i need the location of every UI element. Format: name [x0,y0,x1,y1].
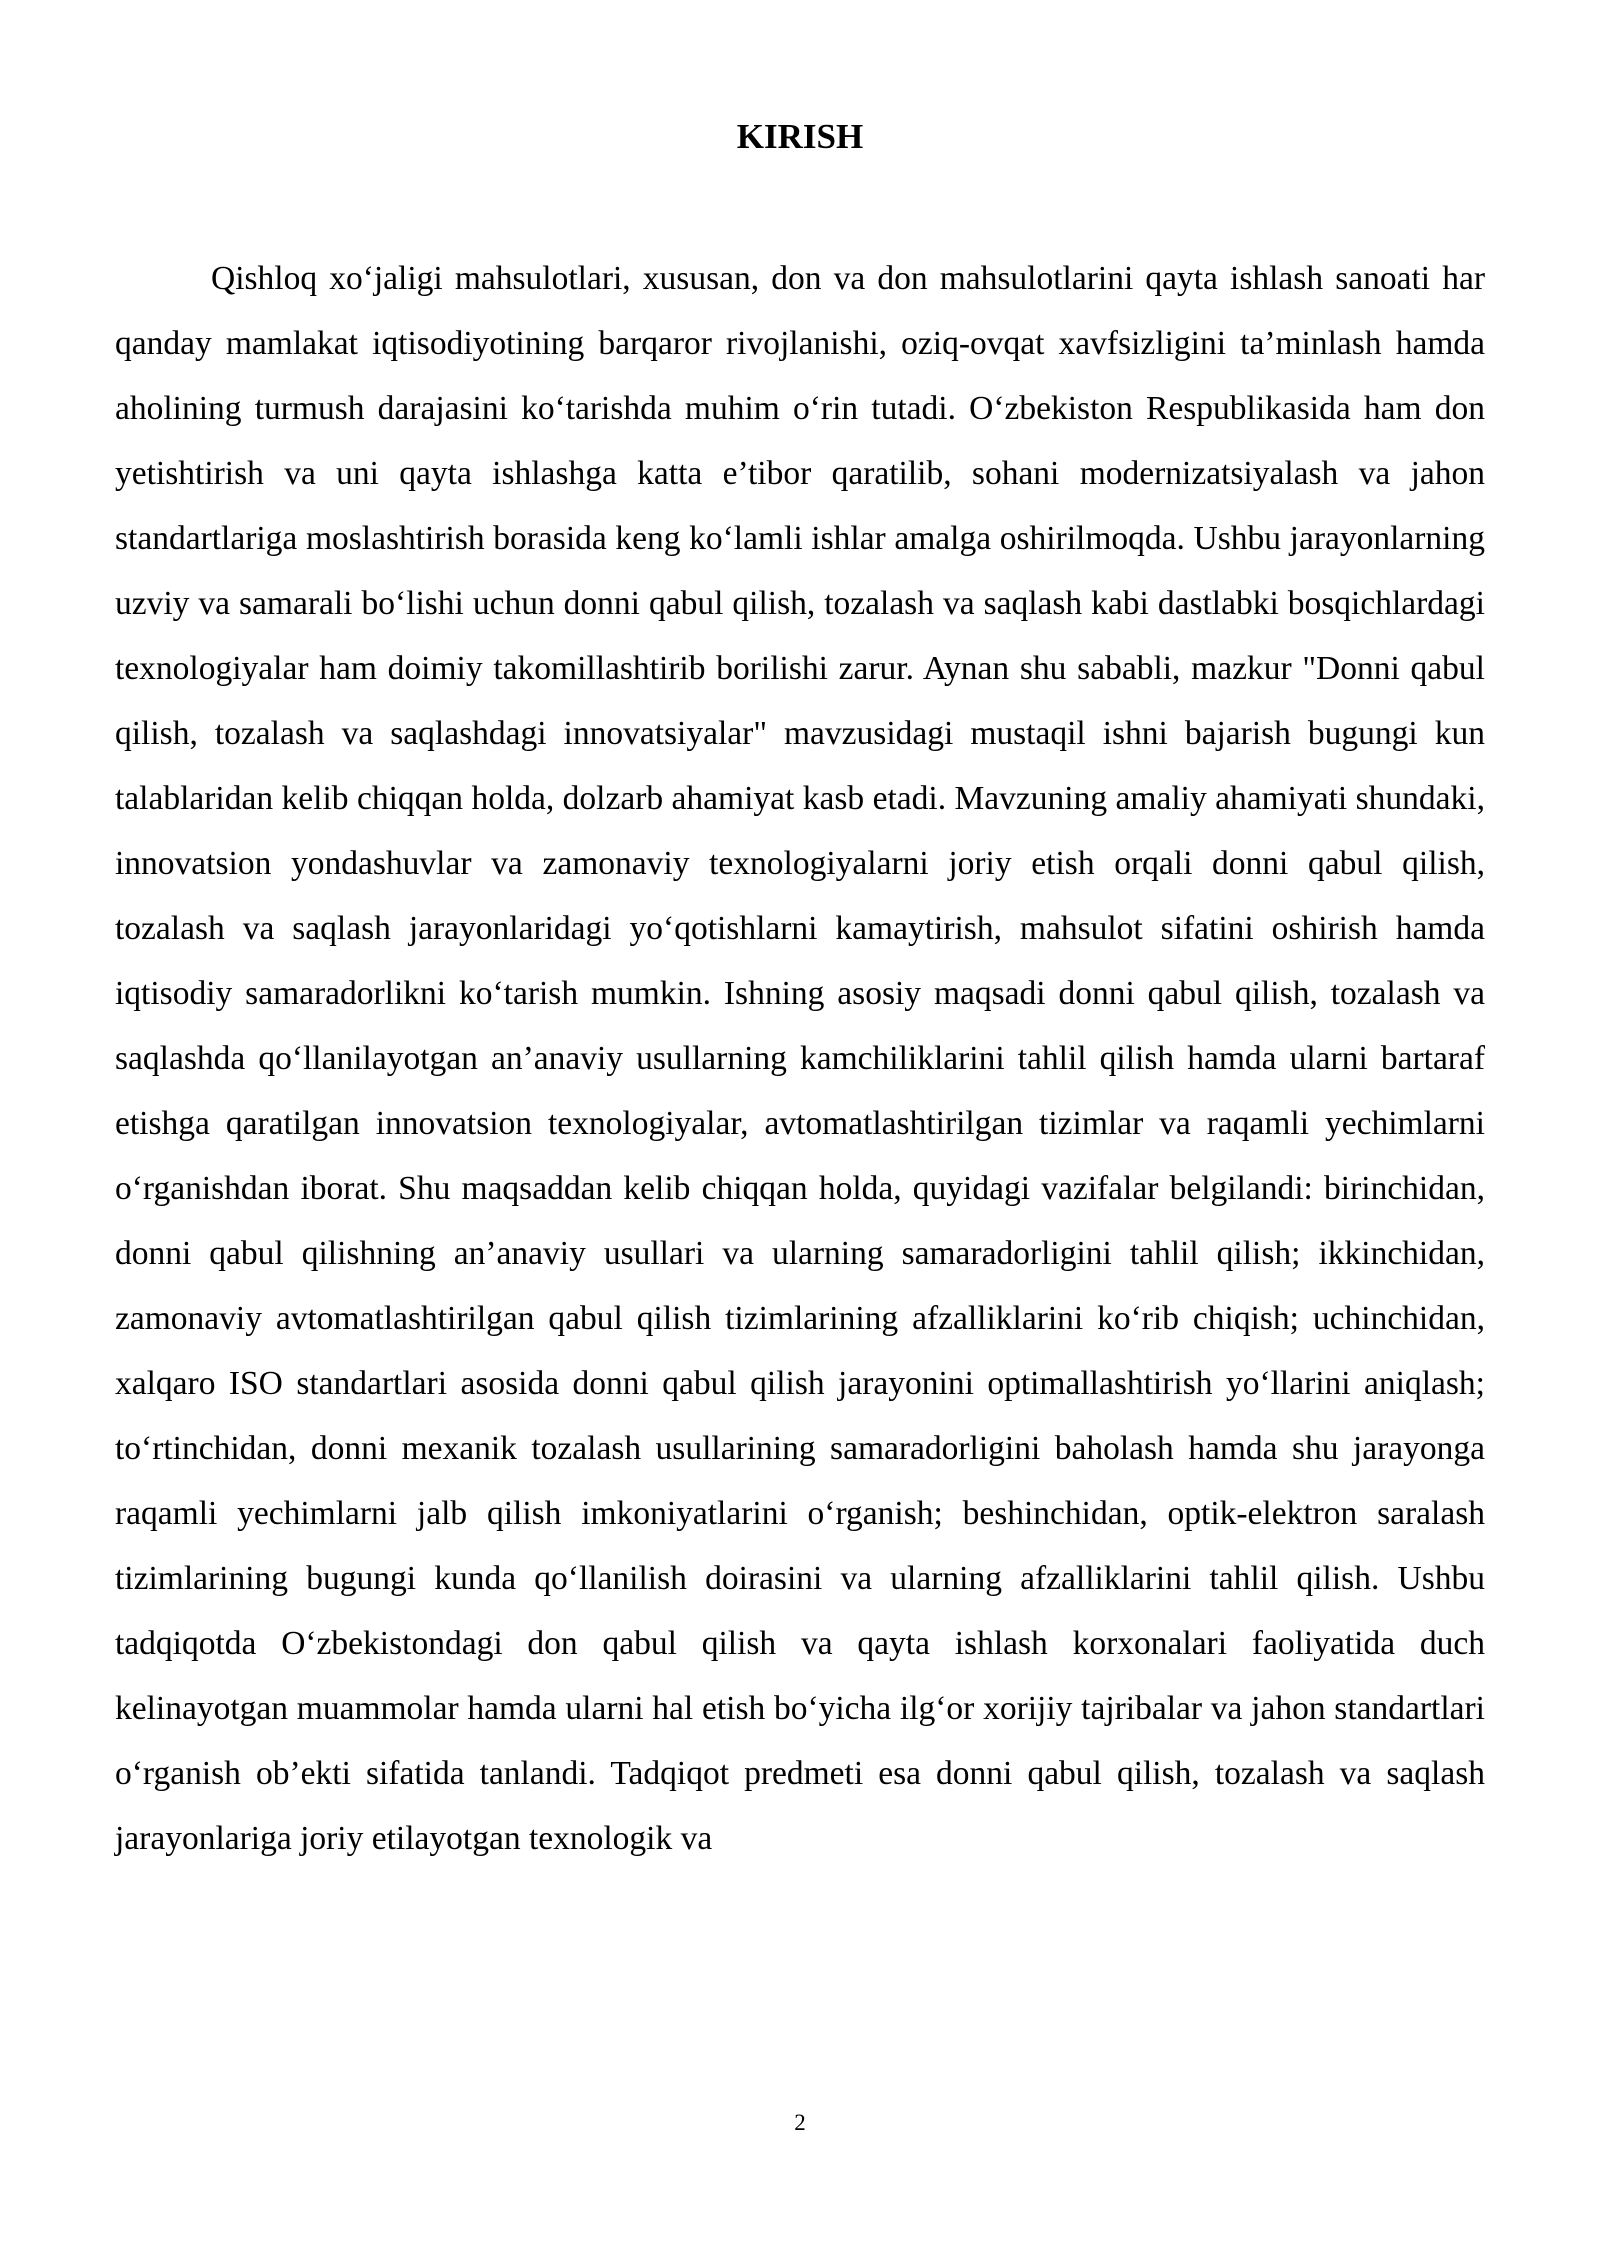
page-number: 2 [794,2110,806,2135]
body-paragraph: Qishloq xo‘jaligi mahsulotlari, xususan, don va don mahsulotlarini qayta ishlash sanoati har qanday mamlakat iqtisodiyotining barqaror rivojlanishi, oziq-ovqat xavfsizligini ta’minlash hamda aholining turmush darajasini ko‘tarishda muhim o‘rin tutadi. O‘zbekiston Respublikasida ham don yetishtirish va uni qayta ishlashga katta e’tibor qaratilib, sohani modernizatsiyalash va jahon standartlariga moslashtirish borasida keng ko‘lamli ishlar amalga oshirilmoqda. Ushbu jarayonlarning uzviy va samarali bo‘lishi uchun donni qabul qilish, tozalash va saqlash kabi dastlabki bosqichlardagi texnologiyalar ham doimiy takomillashtirib borilishi zarur. Aynan shu sababli, mazkur "Donni qabul qilish, tozalash va saqlashdagi innovatsiyalar" mavzusidagi mustaqil ishni bajarish bugungi kun talablaridan kelib chiqqan holda, dolzarb ahamiyat kasb etadi. Mavzuning amaliy ahamiyati shundaki, innovatsion yondashuvlar va zamonaviy texnologiyalarni joriy etish orqali donni qabul qilish, tozalash va saqlash jarayonlaridagi yo‘qotishlarni kamaytirish, mahsulot sifatini oshirish hamda iqtisodiy samaradorlikni ko‘tarish mumkin. Ishning asosiy maqsadi donni qabul qilish, tozalash va saqlashda qo‘llanilayotgan an’anaviy usullarning kamchiliklarini tahlil qilish hamda ularni bartaraf etishga qaratilgan innovatsion texnologiyalar, avtomatlashtirilgan tizimlar va raqamli yechimlarni o‘rganishdan iborat. Shu maqsaddan kelib chiqqan holda, quyidagi vazifalar belgilandi: birinchidan, donni qabul qilishning an’anaviy usullari va ularning samaradorligini tahlil qilish; ikkinchidan, zamonaviy avtomatlashtirilgan qabul qilish tizimlarining afzalliklarini ko‘rib chiqish; uchinchidan, xalqaro ISO standartlari asosida donni qabul qilish jarayonini optimallashtirish yo‘llarini aniqlash; to‘rtinchidan, donni mexanik tozalash usullarining samaradorligini baholash hamda shu jarayonga raqamli yechimlarni jalb qilish imkoniyatlarini o‘rganish; beshinchidan, optik-elektron saralash tizimlarining bugungi kunda qo‘llanilish doirasini va ularning afzalliklarini tahlil qilish. Ushbu tadqiqotda O‘zbekistondagi don qabul qilish va qayta ishlash korxonalari faoliyatida duch kelinayotgan muammolar hamda ularni hal etish bo‘yicha ilg‘or xorijiy tajribalar va jahon standartlari o‘rganish ob’ekti sifatida tanlandi. Tadqiqot predmeti esa donni qabul qilish, tozalash va saqlash jarayonlariga joriy etilayotgan texnologik va [115,260,1485,1857]
page-title: KIRISH [736,117,864,156]
